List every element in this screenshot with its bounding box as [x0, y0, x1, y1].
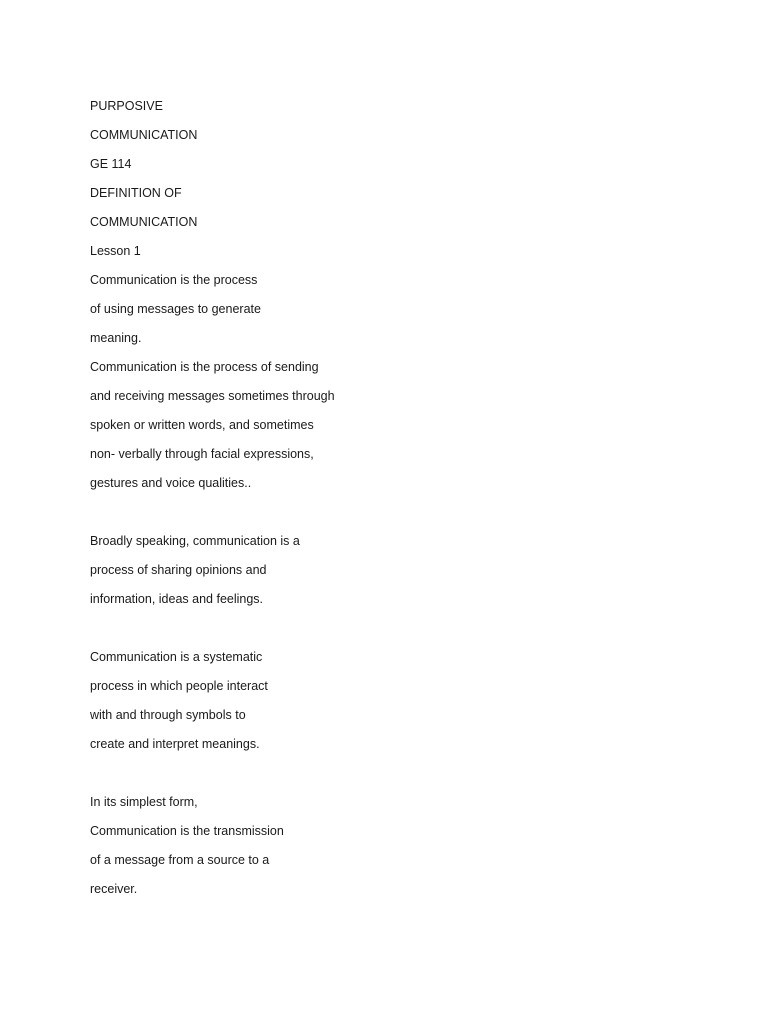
lesson-label: Lesson 1 — [90, 244, 141, 258]
section-heading-line-2: COMMUNICATION — [90, 215, 198, 229]
definition-4-line: Communication is a systematic — [90, 650, 263, 664]
definition-3-line: Broadly speaking, communication is a — [90, 534, 300, 548]
definition-1-line: Communication is the process — [90, 273, 258, 287]
definition-1-line: of using messages to generate — [90, 302, 261, 316]
course-code: GE 114 — [90, 157, 132, 171]
definition-4-line: with and through symbols to — [90, 708, 246, 722]
paragraph-spacer — [90, 498, 690, 527]
definition-5-line: Communication is the transmission — [90, 824, 284, 838]
definition-5-line: In its simplest form, — [90, 795, 198, 809]
definition-2-line: Communication is the process of sending — [90, 360, 319, 374]
course-title-line-2: COMMUNICATION — [90, 128, 198, 142]
definition-5-line: of a message from a source to a — [90, 853, 270, 867]
document-body — [90, 92, 690, 904]
definition-3-line: process of sharing opinions and — [90, 563, 267, 577]
paragraph-spacer — [90, 614, 690, 643]
definition-4-line: process in which people interact — [90, 679, 268, 693]
definition-2-line: and receiving messages sometimes through — [90, 389, 335, 403]
definition-2-line: non- verbally through facial expressions, — [90, 447, 314, 461]
paragraph-spacer — [90, 759, 690, 788]
section-heading-line-1: DEFINITION OF — [90, 186, 182, 200]
definition-4-line: create and interpret meanings. — [90, 737, 260, 751]
definition-5-line: receiver. — [90, 882, 138, 896]
definition-2-line: gestures and voice qualities.. — [90, 476, 252, 490]
definition-2-line: spoken or written words, and sometimes — [90, 418, 314, 432]
definition-3-line: information, ideas and feelings. — [90, 592, 264, 606]
course-title-line-1: PURPOSIVE — [90, 99, 163, 113]
definition-1-line: meaning. — [90, 331, 142, 345]
